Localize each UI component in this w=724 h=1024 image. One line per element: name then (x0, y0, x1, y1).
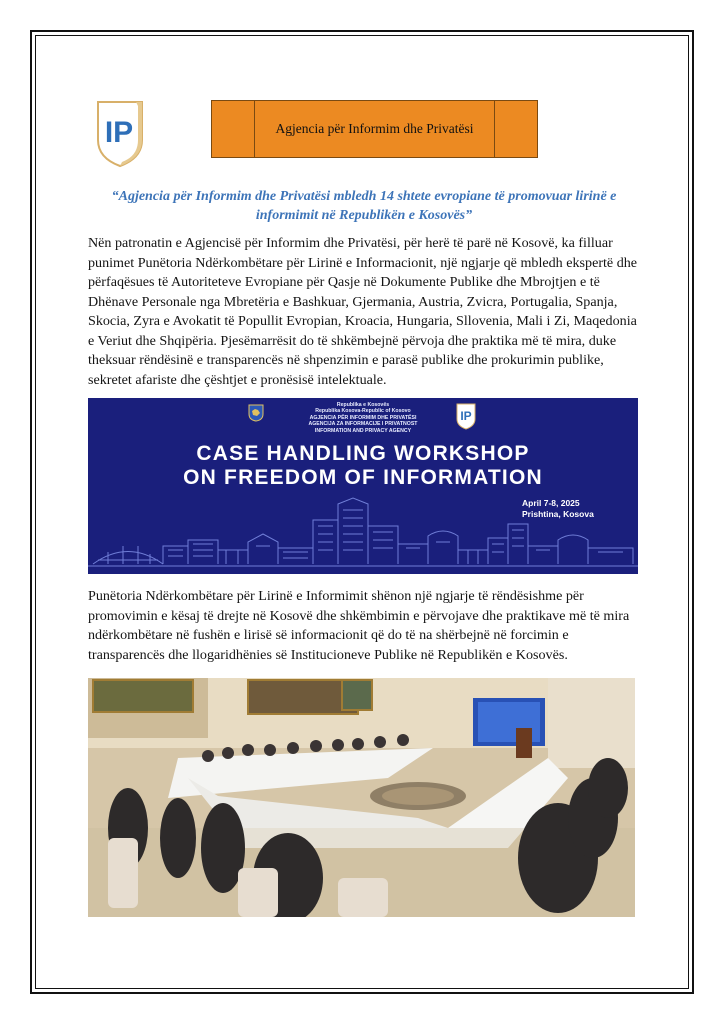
kosovo-emblem-icon (248, 404, 264, 422)
city-skyline-illustration (88, 484, 638, 574)
banner-date: April 7-8, 2025 (522, 498, 580, 508)
conference-room-photo (88, 678, 635, 917)
headline: “Agjencia për Informim dhe Privatësi mbledh 14 shtete evropiane të promovuar lirinë e informimit në Republikën e Kosovës” (111, 189, 617, 223)
header-cell-right (494, 101, 537, 157)
banner-place: Prishtina, Kosova (522, 509, 594, 519)
paragraph-2: Punëtoria Ndërkombëtare për Lirinë e Informimit shënon një ngjarje të rëndësishme për promovimin e kësaj të drejte në Kosovë dhe shkëmbimin e përvojave dhe praktikave më të mira ndërkombëtare në fushën e lirisë së informacionit që do të na shërbejnë në forcimin e transparencës dhe llogaridhënies së Institucioneve Publike në Republikën e Kosovës. (88, 588, 630, 663)
paragraph-1: Nën patronatin e Agjencisë për Informim dhe Privatësi, për herë të parë në Kosovë, ka filluar punimet Punëtoria Ndërkombëtare për Lirinë e Informacionit, një ngjarje që mbledh ekspertë dhe përfaqësues të Autoriteteve Evropiane për Qasje në Dokumente Publike dhe Mbrojtjen e të Dhënave Personale nga Mbretëria e Bashkuar, Gjermania, Austria, Zvicra, Portugalia, Spanja, Skocia, Zyra e Avokatit të Popullit Evropian, Kroacia, Hungaria, Sllovenia, Mali i Zi, Maqedonia e Veriut dhe Shqipëria. Pjesëmarrësit do të shkëmbejnë përvoja dhe praktika më të mira, duke theksuar rëndësinë e transparencës në shpenzimin e parasë publike dhe prokurimin publike, sekretet afariste dhe çështjet e pronësisë intelektuale. (88, 235, 638, 388)
ip-logo-letters: IP (104, 116, 134, 149)
agency-line-3: INFORMATION AND PRIVACY AGENCY (314, 427, 412, 434)
banner-ip-logo (455, 402, 477, 430)
banner-ip-letters: IP (460, 409, 472, 423)
agency-name: Agjencia për Informim dhe Privatësi (275, 121, 474, 136)
agency-line-1: AGJENCIA PËR INFORMIM DHE PRIVATËSI (309, 414, 417, 421)
gov-line-2: Republika Kosova-Republic of Kosovo (315, 408, 411, 415)
agency-header-box (211, 100, 538, 158)
agency-line-2: AGENCIJA ZA INFORMACIJE I PRIVATNOST (308, 421, 418, 428)
header-cell-left (212, 101, 255, 157)
event-banner (88, 398, 638, 574)
banner-gov-text (268, 402, 458, 434)
banner-title-line-1: CASE HANDLING WORKSHOP (196, 442, 530, 465)
banner-title-line-2: ON FREEDOM OF INFORMATION (183, 466, 543, 489)
gov-line-1: Republika e Kosovës (336, 402, 390, 408)
ip-logo (92, 96, 148, 168)
